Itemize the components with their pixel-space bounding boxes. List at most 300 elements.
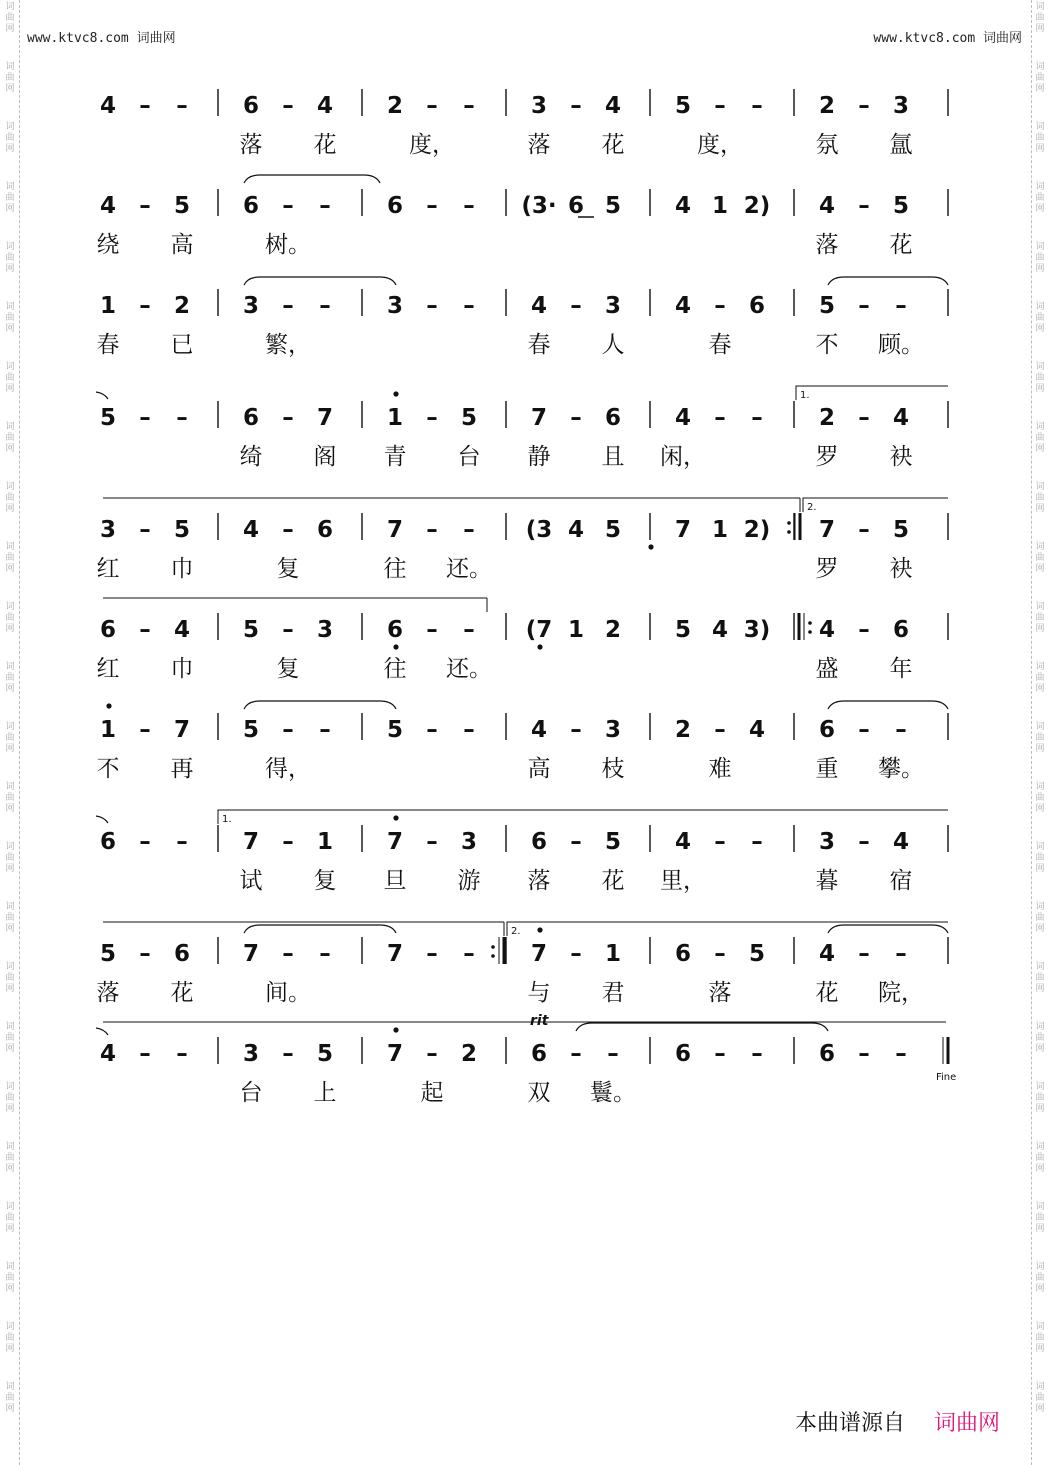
note: 4 bbox=[99, 193, 117, 219]
lyric: 落 bbox=[815, 232, 839, 258]
note: 6 bbox=[173, 941, 191, 967]
lyric: 得， bbox=[265, 756, 311, 782]
lyric: 重 bbox=[815, 756, 839, 782]
note: 5 bbox=[674, 93, 692, 119]
note: 7 bbox=[530, 941, 548, 967]
note: 2 bbox=[386, 93, 404, 119]
lyric: 春 bbox=[96, 332, 120, 358]
tie bbox=[828, 277, 948, 285]
repeat-dot bbox=[808, 630, 812, 634]
note: 3 bbox=[386, 293, 404, 319]
note: – bbox=[282, 517, 294, 543]
watermark-glyphs: 词 曲 网 bbox=[1035, 902, 1045, 934]
note: – bbox=[139, 941, 151, 967]
lyric: 花 bbox=[313, 132, 337, 158]
lyric: 落 bbox=[527, 868, 551, 894]
note: 7 bbox=[386, 941, 404, 967]
note: 4 bbox=[316, 93, 334, 119]
note: 6 bbox=[674, 1041, 692, 1067]
watermark-glyphs: 词 曲 网 bbox=[1035, 542, 1045, 574]
watermark-glyphs: 词 曲 网 bbox=[1035, 1082, 1045, 1114]
watermark-glyphs: 词 曲 网 bbox=[5, 302, 15, 334]
note: (3· bbox=[521, 193, 557, 219]
note: 7 bbox=[386, 829, 404, 855]
lyric: 暮 bbox=[815, 868, 839, 894]
watermark-glyphs: 词 曲 网 bbox=[5, 602, 15, 634]
note: – bbox=[751, 829, 763, 855]
tie bbox=[244, 175, 380, 183]
lyric: 双 bbox=[527, 1080, 551, 1106]
note: 5 bbox=[99, 405, 117, 431]
note: – bbox=[426, 1041, 438, 1067]
repeat-dot bbox=[491, 954, 495, 958]
note: 6 bbox=[530, 1041, 548, 1067]
note: 6 bbox=[604, 405, 622, 431]
note: – bbox=[463, 293, 475, 319]
repeat-dot bbox=[787, 530, 791, 534]
lyric: 花 bbox=[601, 868, 625, 894]
note: 7 bbox=[242, 829, 260, 855]
lyric: 院， bbox=[878, 980, 924, 1006]
note: – bbox=[895, 293, 907, 319]
watermark-glyphs: 词 曲 网 bbox=[5, 1382, 15, 1414]
watermark-glyphs: 词 曲 网 bbox=[1035, 782, 1045, 814]
note: – bbox=[858, 293, 870, 319]
note: 6 bbox=[242, 405, 260, 431]
note: 6 bbox=[818, 717, 836, 743]
note: – bbox=[714, 1041, 726, 1067]
note: – bbox=[463, 941, 475, 967]
lyric: 台 bbox=[239, 1080, 263, 1106]
note: (7 bbox=[525, 617, 553, 643]
score-row bbox=[97, 937, 949, 1006]
note: – bbox=[463, 717, 475, 743]
watermark-glyphs: 词 曲 网 bbox=[1035, 62, 1045, 94]
note: 7 bbox=[386, 1041, 404, 1067]
note: 6 bbox=[316, 517, 334, 543]
watermark-glyphs: 词 曲 网 bbox=[5, 242, 15, 274]
note: – bbox=[858, 517, 870, 543]
note: 4 bbox=[99, 1041, 117, 1067]
note: – bbox=[176, 1041, 188, 1067]
lyric: 攀。 bbox=[878, 756, 924, 782]
note: 4 bbox=[530, 717, 548, 743]
note: 2 bbox=[818, 405, 836, 431]
octave-dot-above bbox=[393, 815, 398, 820]
note: – bbox=[139, 293, 151, 319]
lyric: 宿 bbox=[889, 868, 913, 894]
note: 4 bbox=[748, 717, 766, 743]
lyric: 红 bbox=[96, 556, 120, 582]
note: – bbox=[751, 93, 763, 119]
lyric: 且 bbox=[601, 444, 625, 470]
note: 2 bbox=[604, 617, 622, 643]
watermark-glyphs: 词 曲 网 bbox=[5, 722, 15, 754]
note: 5 bbox=[892, 517, 910, 543]
note: – bbox=[858, 93, 870, 119]
volta-bracket bbox=[803, 498, 948, 512]
note: – bbox=[895, 717, 907, 743]
note: 6 bbox=[674, 941, 692, 967]
note: – bbox=[176, 405, 188, 431]
note: 2 bbox=[173, 293, 191, 319]
lyric: 花 bbox=[889, 232, 913, 258]
note: – bbox=[319, 717, 331, 743]
lyric: 已 bbox=[170, 332, 194, 358]
lyric: 树。 bbox=[265, 232, 311, 258]
lyric: 往 bbox=[383, 656, 407, 682]
note: 1 bbox=[99, 293, 117, 319]
watermark-glyphs: 词 曲 网 bbox=[1035, 1022, 1045, 1054]
note: 4 bbox=[818, 941, 836, 967]
watermark-glyphs: 词 曲 网 bbox=[5, 782, 15, 814]
score-row bbox=[100, 89, 948, 158]
lyric: 鬟。 bbox=[590, 1080, 636, 1106]
lyric: 还。 bbox=[446, 656, 492, 682]
watermark-glyphs: 词 曲 网 bbox=[1035, 2, 1045, 34]
watermark-glyphs: 词 曲 网 bbox=[1035, 422, 1045, 454]
watermark-glyphs: 词 曲 网 bbox=[5, 122, 15, 154]
lyric: 盛 bbox=[815, 656, 839, 682]
note: – bbox=[858, 1041, 870, 1067]
note: 2 bbox=[818, 93, 836, 119]
note: – bbox=[463, 517, 475, 543]
note: 2) bbox=[743, 193, 771, 219]
note: 4 bbox=[173, 617, 191, 643]
lyric: 旦 bbox=[383, 868, 407, 894]
lyric: 氲 bbox=[889, 132, 913, 158]
watermark-glyphs: 词 曲 网 bbox=[5, 62, 15, 94]
volta-bracket bbox=[796, 386, 948, 400]
lyric: 落 bbox=[527, 132, 551, 158]
note: – bbox=[139, 829, 151, 855]
octave-dot-above bbox=[393, 391, 398, 396]
tempo-marking: rit bbox=[530, 1013, 549, 1029]
lyric: 上 bbox=[313, 1080, 337, 1106]
note: 1 bbox=[386, 405, 404, 431]
note: 5 bbox=[242, 717, 260, 743]
volta-label: 2. bbox=[511, 926, 521, 937]
tie bbox=[96, 1028, 108, 1035]
note: 7 bbox=[173, 717, 191, 743]
repeat-dot bbox=[491, 945, 495, 949]
note: – bbox=[426, 717, 438, 743]
score-row bbox=[97, 513, 949, 582]
note: 5 bbox=[748, 941, 766, 967]
note: 6 bbox=[386, 617, 404, 643]
note: 5 bbox=[173, 193, 191, 219]
octave-dot-above bbox=[537, 927, 542, 932]
note: 6 bbox=[748, 293, 766, 319]
octave-dot-below bbox=[393, 644, 398, 649]
lyric: 罗 bbox=[815, 556, 839, 582]
footer-source-site[interactable]: 词曲网 bbox=[934, 1411, 1001, 1436]
lyric: 高 bbox=[170, 232, 194, 258]
lyric: 度， bbox=[409, 132, 455, 158]
lyric: 里， bbox=[660, 868, 706, 894]
note: 6 bbox=[99, 617, 117, 643]
note: – bbox=[319, 193, 331, 219]
volta-bracket bbox=[507, 922, 948, 936]
note: 5 bbox=[892, 193, 910, 219]
note: – bbox=[282, 1041, 294, 1067]
note: – bbox=[858, 941, 870, 967]
note: 4 bbox=[242, 517, 260, 543]
lyric: 度， bbox=[697, 132, 743, 158]
repeat-dot bbox=[787, 521, 791, 525]
note: 4 bbox=[818, 193, 836, 219]
note: – bbox=[714, 941, 726, 967]
lyric: 绮 bbox=[239, 444, 263, 470]
note: 3 bbox=[892, 93, 910, 119]
lyric: 巾 bbox=[170, 656, 194, 682]
note: 5 bbox=[460, 405, 478, 431]
lyric: 起 bbox=[420, 1080, 444, 1106]
note: 5 bbox=[604, 829, 622, 855]
lyric: 间。 bbox=[265, 980, 311, 1006]
note: 5 bbox=[99, 941, 117, 967]
note: – bbox=[139, 617, 151, 643]
volta-label: 1. bbox=[222, 814, 232, 825]
note: – bbox=[282, 193, 294, 219]
note: 7 bbox=[316, 405, 334, 431]
lyric: 游 bbox=[457, 868, 481, 894]
lyric: 往 bbox=[383, 556, 407, 582]
note: – bbox=[319, 293, 331, 319]
watermark-glyphs: 词 曲 网 bbox=[5, 662, 15, 694]
note: – bbox=[463, 617, 475, 643]
note: – bbox=[751, 1041, 763, 1067]
watermark-glyphs: 词 曲 网 bbox=[1035, 1262, 1045, 1294]
header-site-right: www.ktvc8.com 词曲网 bbox=[873, 31, 1022, 46]
note: – bbox=[139, 717, 151, 743]
volta-label: 2. bbox=[807, 502, 817, 513]
watermark-glyphs: 词 曲 网 bbox=[5, 1322, 15, 1354]
note: – bbox=[282, 405, 294, 431]
watermark-glyphs: 词 曲 网 bbox=[5, 1262, 15, 1294]
watermark-glyphs: 词 曲 网 bbox=[1035, 662, 1045, 694]
note: 1 bbox=[99, 717, 117, 743]
octave-dot-below bbox=[648, 544, 653, 549]
score-row bbox=[100, 401, 948, 470]
note: – bbox=[714, 293, 726, 319]
watermark-glyphs: 词 曲 网 bbox=[1035, 122, 1045, 154]
note: – bbox=[714, 405, 726, 431]
tie bbox=[244, 925, 396, 933]
lyric: 繁， bbox=[265, 332, 311, 358]
lyric: 高 bbox=[527, 756, 551, 782]
note: 4 bbox=[530, 293, 548, 319]
watermark-glyphs: 词 曲 网 bbox=[1035, 1142, 1045, 1174]
note: 6 bbox=[567, 193, 585, 219]
lyric: 绕 bbox=[96, 232, 120, 258]
note: – bbox=[426, 293, 438, 319]
lyric: 复 bbox=[313, 868, 337, 894]
score-row bbox=[97, 613, 949, 682]
note: 4 bbox=[674, 293, 692, 319]
note: – bbox=[751, 405, 763, 431]
note: 1 bbox=[316, 829, 334, 855]
watermark-glyphs: 词 曲 网 bbox=[1035, 1322, 1045, 1354]
note: – bbox=[426, 617, 438, 643]
note: 7 bbox=[242, 941, 260, 967]
note: 5 bbox=[674, 617, 692, 643]
note: 6 bbox=[386, 193, 404, 219]
note: 6 bbox=[892, 617, 910, 643]
note: – bbox=[282, 941, 294, 967]
note: – bbox=[714, 93, 726, 119]
note: 6 bbox=[818, 1041, 836, 1067]
lyric: 落 bbox=[708, 980, 732, 1006]
fine-mark: Fine bbox=[936, 1072, 957, 1083]
note: 4 bbox=[892, 405, 910, 431]
lyric: 袂 bbox=[889, 556, 913, 582]
watermark-glyphs: 词 曲 网 bbox=[5, 2, 15, 34]
lyric: 花 bbox=[170, 980, 194, 1006]
note: – bbox=[319, 941, 331, 967]
note: – bbox=[570, 1041, 582, 1067]
lyric: 落 bbox=[96, 980, 120, 1006]
tie bbox=[828, 925, 948, 933]
lyric: 复 bbox=[276, 556, 300, 582]
tie bbox=[576, 1023, 828, 1031]
note: 5 bbox=[604, 517, 622, 543]
note: 3 bbox=[242, 293, 260, 319]
lyric: 再 bbox=[170, 756, 194, 782]
lyric: 与 bbox=[527, 980, 551, 1006]
note: – bbox=[282, 717, 294, 743]
lyric: 人 bbox=[601, 332, 625, 358]
note: – bbox=[570, 293, 582, 319]
note: (3 bbox=[525, 517, 553, 543]
score-row bbox=[97, 189, 949, 258]
note: 1 bbox=[711, 193, 729, 219]
lyric: 顾。 bbox=[878, 332, 924, 358]
note: – bbox=[570, 93, 582, 119]
note: 7 bbox=[530, 405, 548, 431]
note: – bbox=[858, 617, 870, 643]
footer-source-label: 本曲谱源自 bbox=[795, 1411, 906, 1436]
lyric: 花 bbox=[601, 132, 625, 158]
note: 3 bbox=[604, 717, 622, 743]
lyric: 氛 bbox=[815, 132, 839, 158]
tie bbox=[96, 816, 108, 823]
watermark-glyphs: 词 曲 网 bbox=[5, 1082, 15, 1114]
note: – bbox=[426, 941, 438, 967]
lyric: 落 bbox=[239, 132, 263, 158]
watermark-glyphs: 词 曲 网 bbox=[1035, 1202, 1045, 1234]
note: – bbox=[426, 829, 438, 855]
note: 4 bbox=[892, 829, 910, 855]
note: – bbox=[895, 941, 907, 967]
note: 1 bbox=[711, 517, 729, 543]
note: 3 bbox=[460, 829, 478, 855]
note: 3 bbox=[818, 829, 836, 855]
tie bbox=[96, 392, 108, 399]
lyric: 青 bbox=[383, 444, 407, 470]
note: 4 bbox=[818, 617, 836, 643]
note: – bbox=[570, 717, 582, 743]
lyric: 闲， bbox=[660, 444, 706, 470]
volta-bracket bbox=[218, 810, 948, 824]
note: – bbox=[570, 405, 582, 431]
lyric: 复 bbox=[276, 656, 300, 682]
score-row bbox=[97, 713, 949, 782]
note: 4 bbox=[99, 93, 117, 119]
watermark-glyphs: 词 曲 网 bbox=[5, 422, 15, 454]
watermark-glyphs: 词 曲 网 bbox=[1035, 842, 1045, 874]
note: 2 bbox=[460, 1041, 478, 1067]
note: 5 bbox=[242, 617, 260, 643]
note: – bbox=[139, 405, 151, 431]
note: – bbox=[139, 1041, 151, 1067]
note: 7 bbox=[818, 517, 836, 543]
note: 5 bbox=[818, 293, 836, 319]
note: – bbox=[139, 517, 151, 543]
note: 2) bbox=[743, 517, 771, 543]
note: – bbox=[607, 1041, 619, 1067]
note: 7 bbox=[674, 517, 692, 543]
watermark-glyphs: 词 曲 网 bbox=[1035, 302, 1045, 334]
note: 1 bbox=[604, 941, 622, 967]
note: 3 bbox=[604, 293, 622, 319]
watermark-glyphs: 词 曲 网 bbox=[5, 182, 15, 214]
lyric: 红 bbox=[96, 656, 120, 682]
watermark-glyphs: 词 曲 网 bbox=[1035, 602, 1045, 634]
lyric: 不 bbox=[815, 332, 839, 358]
watermark-glyphs: 词 曲 网 bbox=[5, 1142, 15, 1174]
lyric: 袂 bbox=[889, 444, 913, 470]
watermark-glyphs: 词 曲 网 bbox=[1035, 362, 1045, 394]
note: – bbox=[282, 293, 294, 319]
note: 7 bbox=[386, 517, 404, 543]
lyric: 春 bbox=[708, 332, 732, 358]
note: – bbox=[426, 517, 438, 543]
note: – bbox=[139, 93, 151, 119]
watermark-glyphs: 词 曲 网 bbox=[5, 542, 15, 574]
tie bbox=[244, 277, 396, 285]
note: – bbox=[282, 617, 294, 643]
note: – bbox=[463, 93, 475, 119]
note: – bbox=[139, 193, 151, 219]
lyric: 阁 bbox=[313, 444, 337, 470]
watermark-glyphs: 词 曲 网 bbox=[5, 842, 15, 874]
lyric: 难 bbox=[708, 756, 732, 782]
watermark-glyphs: 词 曲 网 bbox=[1035, 242, 1045, 274]
lyric: 花 bbox=[815, 980, 839, 1006]
note: – bbox=[426, 93, 438, 119]
note: 5 bbox=[173, 517, 191, 543]
watermark-glyphs: 词 曲 网 bbox=[5, 1022, 15, 1054]
watermark-glyphs: 词 曲 网 bbox=[5, 1202, 15, 1234]
score-row bbox=[100, 825, 948, 894]
note: – bbox=[426, 193, 438, 219]
note: 3 bbox=[99, 517, 117, 543]
note: 4 bbox=[604, 93, 622, 119]
octave-dot-above bbox=[393, 1027, 398, 1032]
note: – bbox=[895, 1041, 907, 1067]
note: – bbox=[714, 829, 726, 855]
note: 4 bbox=[674, 193, 692, 219]
lyric: 年 bbox=[889, 656, 913, 682]
watermark-glyphs: 词 曲 网 bbox=[1035, 962, 1045, 994]
note: 6 bbox=[242, 193, 260, 219]
note: – bbox=[858, 829, 870, 855]
watermark-glyphs: 词 曲 网 bbox=[1035, 1382, 1045, 1414]
lyric: 台 bbox=[457, 444, 481, 470]
note: 6 bbox=[242, 93, 260, 119]
note: 5 bbox=[386, 717, 404, 743]
